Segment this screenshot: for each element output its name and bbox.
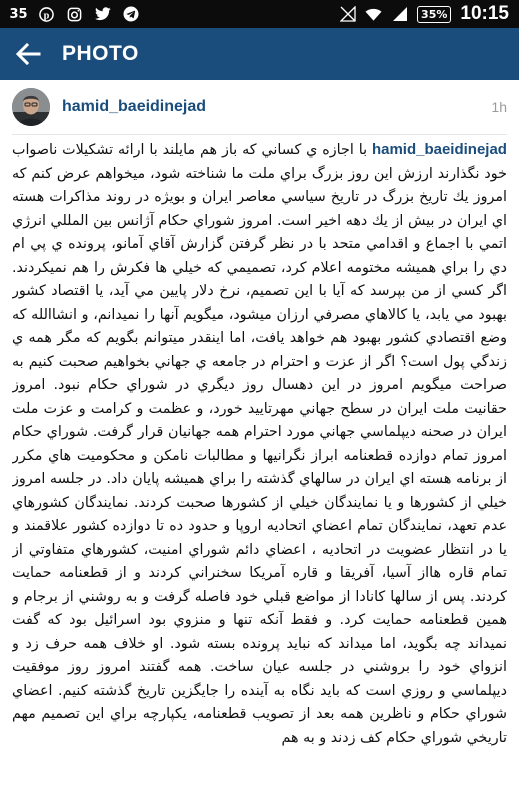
status-right-icons	[339, 3, 509, 25]
page-title: PHOTO	[62, 42, 139, 65]
notification-count-icon: 35	[9, 6, 28, 22]
app-bar	[0, 28, 519, 80]
signal-off-icon	[339, 6, 356, 23]
status-left-icons	[10, 6, 339, 23]
post-header	[0, 80, 519, 134]
post-username[interactable]: hamid_baeidinejad	[62, 98, 207, 115]
back-button[interactable]	[2, 28, 54, 80]
status-bar	[0, 0, 519, 28]
caption-text: با اجازه ي كساني كه باز هم مايلند با ارائه تشكيلات ناصواب خود نگذارند ارزش اين روز بزرگ براي ملت ما شناخته شود، ميخواهم عرض كنم كه امروز يك تاريخ بزرگ در تاريخ سياسي معاصر ايران و بويژه در روند مذاكرات هسته اي ايران در بيش از يك دهه اخير است. امروز شوراي حكام آژانس بين المللي انرژي اتمي با اجماع و اقدامي متحد با در نظر گرفتن گزارش آقاي آمانو، پرونده ي پي ام دي را براي هميشه مختومه اعلام كرد، تصميمي كه خيلي ها فكرش را هم نميكردند. اگر كسي از من بپرسد كه آيا با اين تصميم، نرخ دلار پايين مي آيد، يا اقتصاد كشور بهبود مي يابد، يا كالاهاي مصرفي ارزان ميشود، ميگويم آنها را نميدانم، و انشاالله كه وضع اقتصادي كشور بهبود هم خواهد يافت، اما اينقدر ميتوانم بگويم كه مگر همه ي زندگي پول است؟ اگر از عزت و احترام در جامعه ي جهاني بخواهيم صحبت كنيم به صراحت ميگويم امروز در اين دهسال روز ديگري در شوراي حكام نبود. امروز حقانيت ملت ايران در سطح جهاني مهرتاييد خورد، و عظمت و كرامت و عزت ملت ايران در صحنه ديپلماسي جهاني مورد احترام همه جهانيان قرار گرفت. شوراي حكام امروز تمام دوازده قطعنامه ابراز نگرانيها و مطالبات نامكن و محكوميت هاي مكرر از برنامه هسته اي ايران در سالهاي گذشته را براي هميشه پايان داد. در جلسه امروز خيلي از كشورها و يا نمايندگان خيلي از كشورها صحبت كردند. نمايندگان كشورهاي عدم تعهد، نمايندگان تمام اعضاي اتحاديه اروپا و حدود ده تا دوازده كشور علاقمند و يا در انتظار عضويت در اتحاديه ، اعضاي دائم شوراي امنيت، كشورهاي متفاوتي از تمام قاره هااز آسيا، آفريقا و قاره آمريكا سخنراني كردند و از قطعنامه حمايت كردند. پس از سالها كانادا از مواضع قبلي خود فاصله گرفت و به روشني از برجام و همين قطعنامه حمايت كرد. و فقط آنكه تنها و منزوي بود اسرائيل بود كه گفت نميداند چه بگويد، اما ميداند كه نبايد پرونده بسته شود. او خلاف همه حرف زد و انزواي خود را بروشني در جلسه عيان ساخت. همه گفتند امروز روز موفقيت ديپلماسي و روزي است كه بايد نگاه به آينده را جايگزين تاريخ گذشته كنيم. اعضاي شوراي حكام و ناظرين همه بعد از تصويب قطعنامه، يكپارچه براي اين تصميم مهم تاريخي شوراي حكام كف زدند و به هم	[12, 142, 507, 746]
svg-text:p: p	[43, 9, 50, 21]
caption-username[interactable]: hamid_baeidinejad	[371, 141, 507, 158]
pinterest-icon	[38, 6, 55, 23]
avatar[interactable]	[12, 88, 50, 126]
twitter-icon	[94, 6, 111, 23]
post-caption	[12, 138, 507, 801]
battery-icon: 35%	[417, 6, 451, 23]
instagram-icon	[66, 6, 83, 23]
wifi-icon	[365, 6, 382, 23]
post-timestamp: 1h	[491, 99, 507, 115]
status-clock: 10:15	[460, 3, 509, 24]
telegram-icon	[122, 6, 139, 23]
arrow-left-icon	[15, 42, 41, 66]
header-divider	[12, 134, 507, 135]
cellular-icon	[391, 6, 408, 23]
